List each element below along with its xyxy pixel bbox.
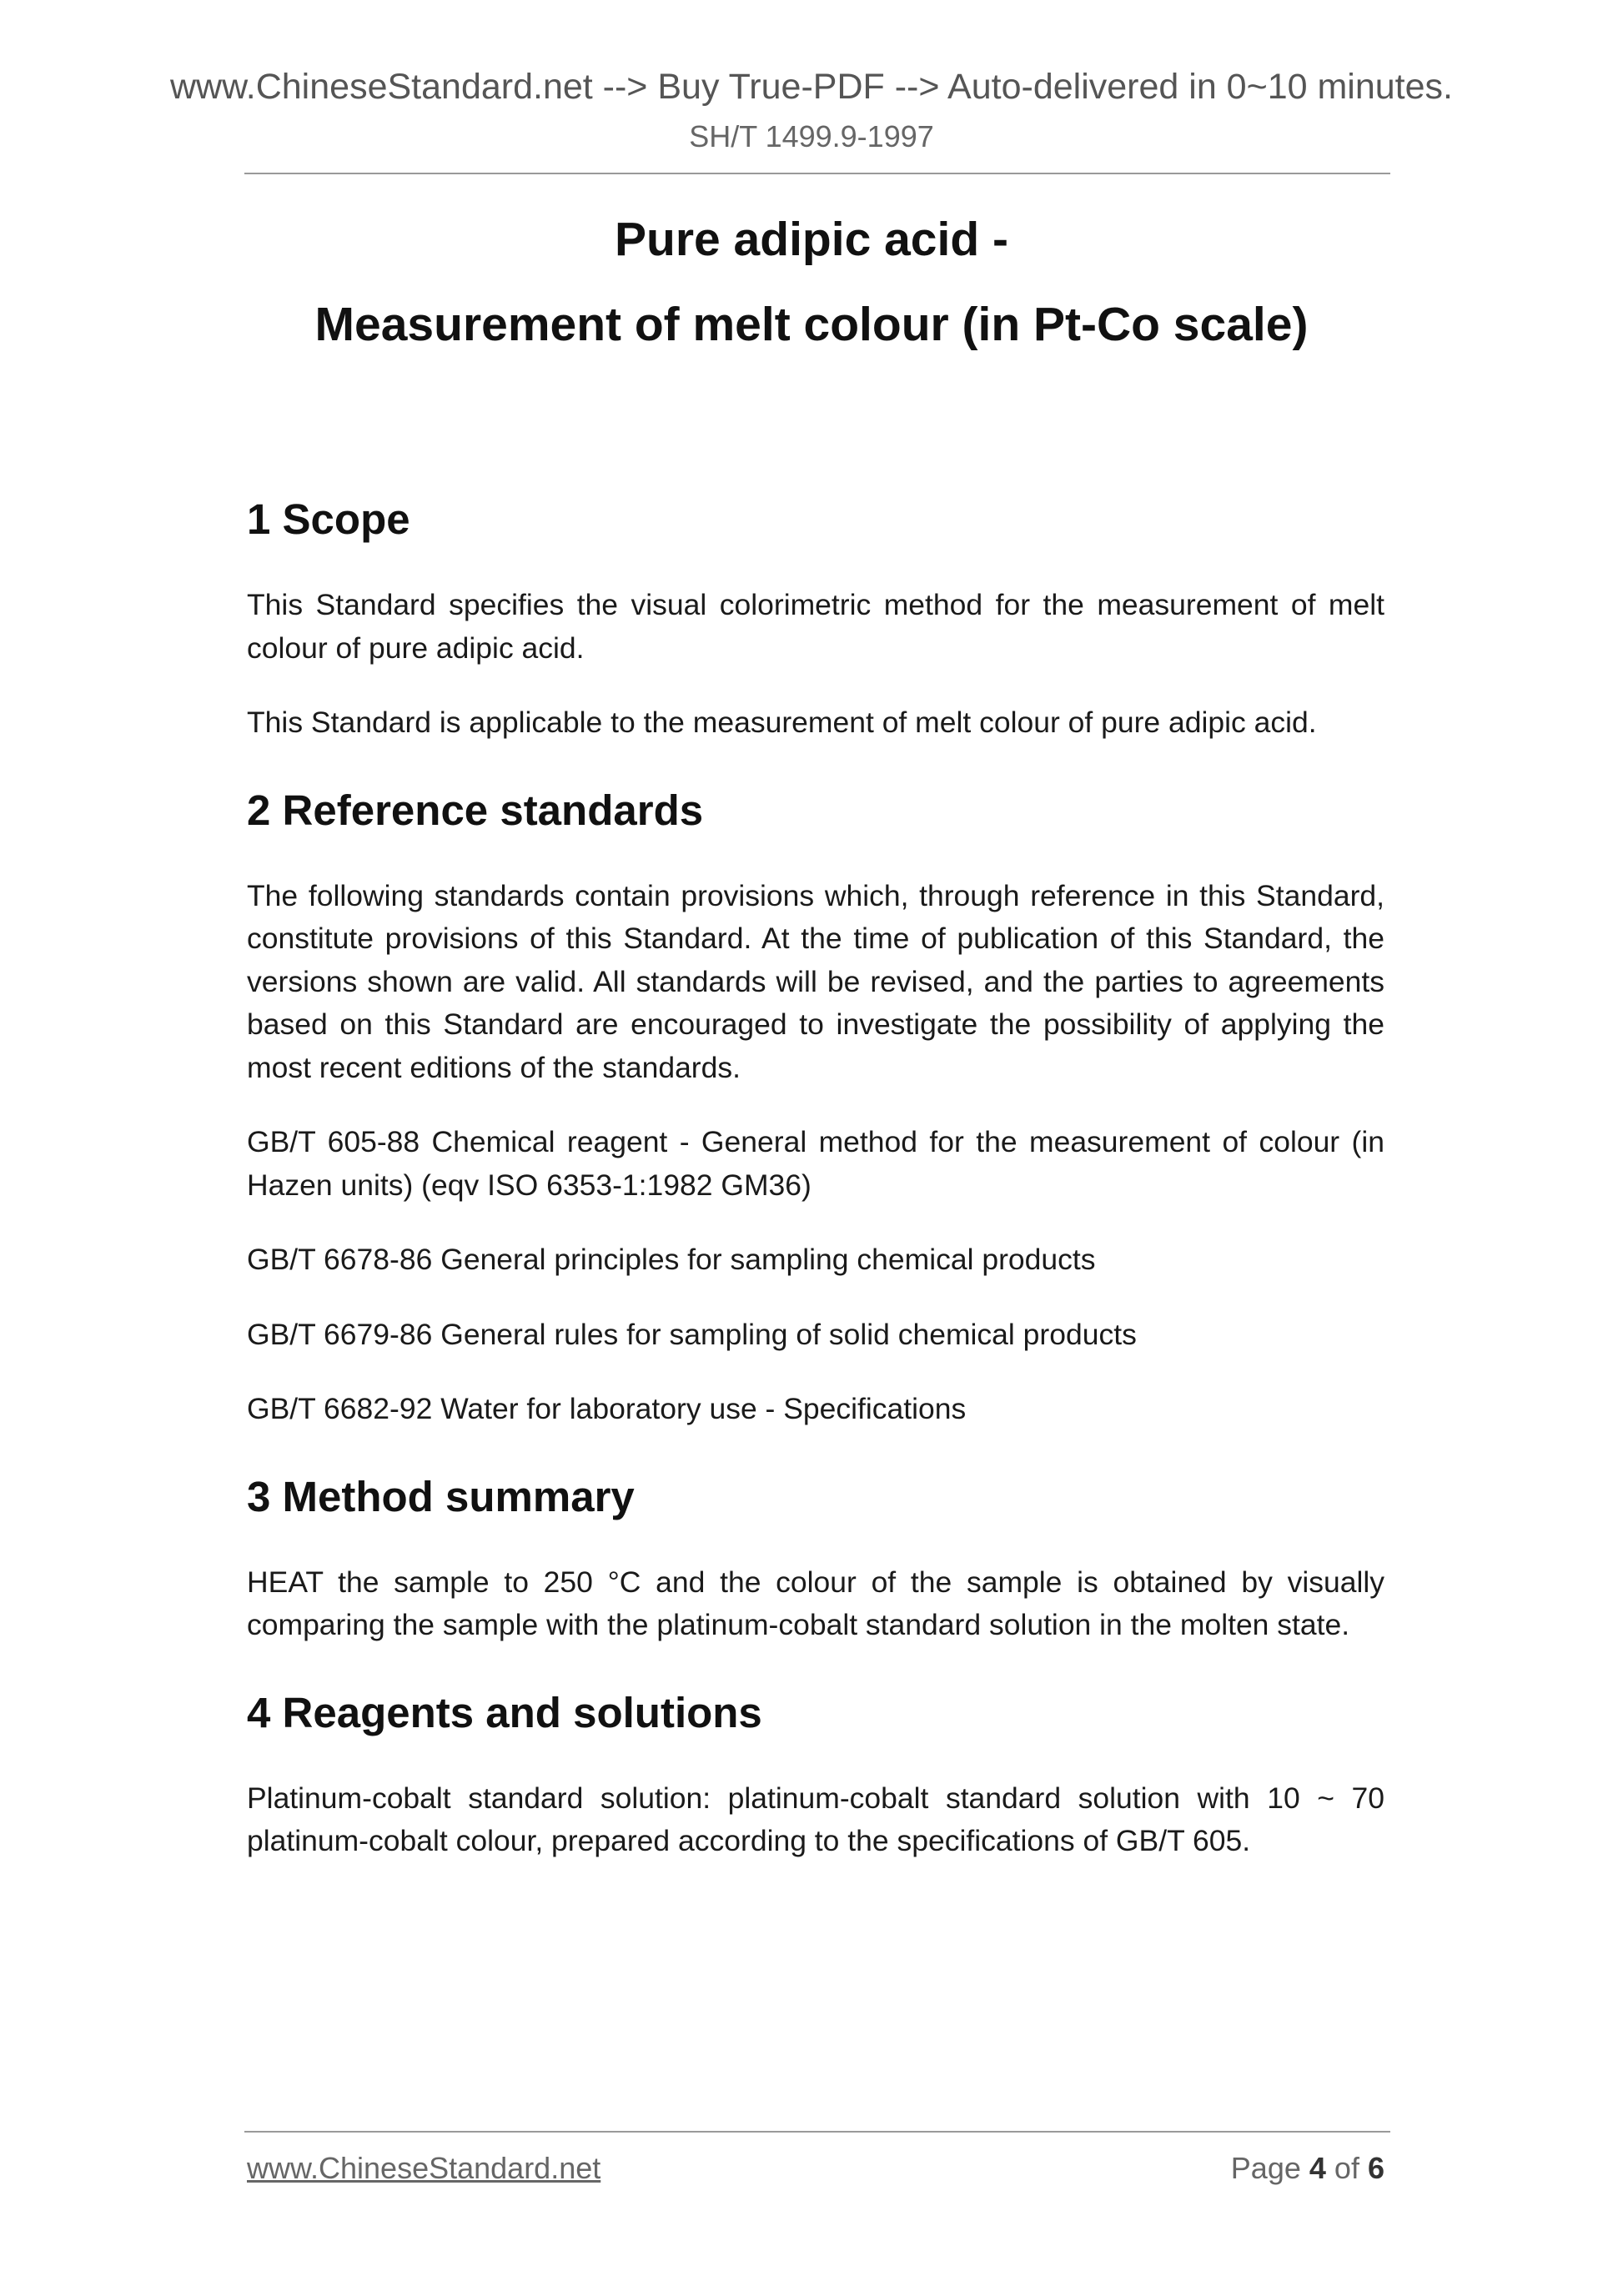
document-body xyxy=(247,490,1384,1863)
header-banner: www.ChineseStandard.net --> Buy True-PDF --> Auto-delivered in 0~10 minutes. xyxy=(169,67,1453,107)
section-heading-scope: 1 Scope xyxy=(247,495,410,543)
page-indicator xyxy=(1231,2149,1384,2188)
reference-item: GB/T 6679-86 General rules for sampling of solid chemical products xyxy=(247,1317,1137,1351)
reagents-paragraph: Platinum-cobalt standard solution: platinum-cobalt standard solution with 10 ~ 70 platinum-cobalt colour, prepared according to the specifications of GB/T 605. xyxy=(247,1781,1384,1857)
footer-divider xyxy=(244,2131,1390,2133)
document-title-line2: Measurement of melt colour (in Pt-Co scale) xyxy=(314,298,1309,351)
page-of: of xyxy=(1334,2151,1359,2185)
page-prefix: Page xyxy=(1230,2151,1301,2185)
reference-item: GB/T 605-88 Chemical reagent - General method for the measurement of colour (in Hazen units) (eqv ISO 6353-1:1982 GM36) xyxy=(247,1125,1384,1202)
standard-code: SH/T 1499.9-1997 xyxy=(689,119,934,153)
reference-item: GB/T 6678-86 General principles for sampling chemical products xyxy=(247,1243,1096,1276)
section-heading-references: 2 Reference standards xyxy=(247,786,704,834)
reference-item: GB/T 6682-92 Water for laboratory use - Specifications xyxy=(247,1392,967,1425)
references-intro: The following standards contain provisions which, through reference in this Standard, constitute provisions of this Standard. At the time of publication of this Standard, the versions shown are valid. All standards will be revised, and the parties to agreements based on this Standard are encouraged to investigate the possibility of applying the most recent editions of the standards. xyxy=(247,878,1384,1084)
method-paragraph: HEAT the sample to 250 °C and the colour of the sample is obtained by visually comparing the sample with the platinum-cobalt standard solution in the molten state. xyxy=(247,1565,1384,1641)
scope-paragraph-2: This Standard is applicable to the measurement of melt colour of pure adipic acid. xyxy=(247,706,1317,739)
section-heading-method: 3 Method summary xyxy=(247,1472,635,1520)
header-divider xyxy=(244,173,1390,174)
footer-site-link[interactable]: www.ChineseStandard.net xyxy=(247,2151,601,2185)
page-total: 6 xyxy=(1367,2151,1384,2185)
section-heading-reagents: 4 Reagents and solutions xyxy=(247,1688,762,1736)
document-title-line1: Pure adipic acid - xyxy=(615,213,1008,266)
page-current: 4 xyxy=(1309,2151,1326,2185)
scope-paragraph-1: This Standard specifies the visual colorimetric method for the measurement of melt colour of pure adipic acid. xyxy=(247,588,1384,665)
